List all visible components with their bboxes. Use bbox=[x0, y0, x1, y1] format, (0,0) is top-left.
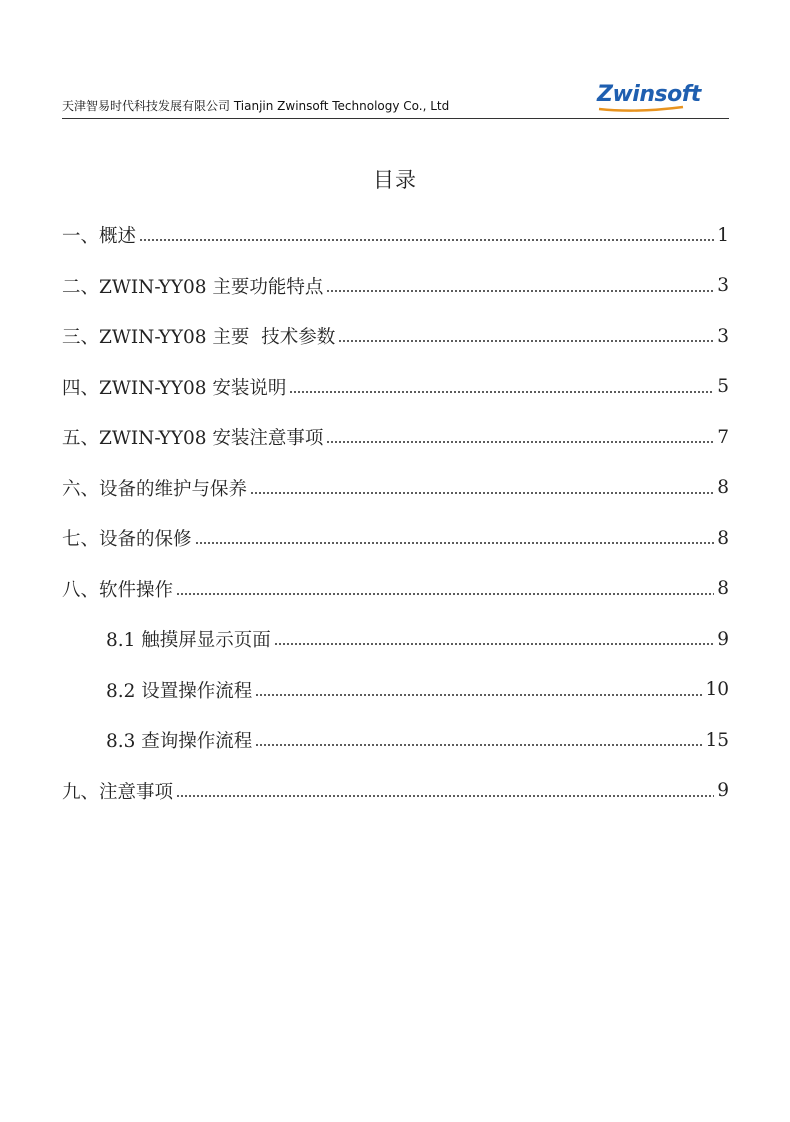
toc-entry-page: 3 bbox=[717, 275, 729, 297]
toc-leader-dots bbox=[255, 694, 702, 696]
toc-leader-dots bbox=[255, 744, 702, 746]
toc-entry[interactable] bbox=[62, 564, 729, 615]
toc-entry-page: 9 bbox=[717, 780, 729, 802]
toc-entry[interactable] bbox=[62, 766, 729, 817]
logo-text: Zwinsoft bbox=[597, 82, 701, 107]
toc-entry-label: 三、ZWIN-YY08 主要 技术参数 bbox=[62, 327, 336, 349]
toc-entry[interactable] bbox=[62, 412, 729, 463]
toc-entry-label: 8.1 触摸屏显示页面 bbox=[106, 630, 271, 652]
toc-subentry[interactable] bbox=[62, 614, 729, 665]
toc-subentry[interactable] bbox=[62, 715, 729, 766]
toc-leader-dots bbox=[176, 795, 714, 797]
toc-leader-dots bbox=[176, 593, 714, 595]
toc-leader-dots bbox=[338, 340, 714, 342]
zwinsoft-logo bbox=[597, 82, 725, 112]
toc-entry-label: 七、设备的保修 bbox=[62, 529, 192, 551]
toc-entry-page: 9 bbox=[717, 628, 729, 650]
toc-subentry[interactable] bbox=[62, 665, 729, 716]
page-title: 目录 bbox=[373, 168, 417, 192]
toc-entry-page: 15 bbox=[705, 729, 729, 751]
toc-entry-label: 四、ZWIN-YY08 安装说明 bbox=[62, 377, 287, 399]
toc-entry[interactable] bbox=[62, 463, 729, 514]
toc-entry-page: 8 bbox=[717, 527, 729, 549]
toc-entry-label: 二、ZWIN-YY08 主要功能特点 bbox=[62, 276, 324, 298]
toc-entry-label: 九、注意事项 bbox=[62, 781, 174, 803]
toc-entry-page: 8 bbox=[717, 578, 729, 600]
toc-leader-dots bbox=[195, 542, 715, 544]
toc-leader-dots bbox=[289, 391, 714, 393]
toc-entry[interactable] bbox=[62, 261, 729, 312]
company-name: 天津智易时代科技发展有限公司 Tianjin Zwinsoft Technology Co., Ltd bbox=[62, 99, 450, 113]
toc-entry-page: 8 bbox=[717, 477, 729, 499]
toc-entry-label: 八、软件操作 bbox=[62, 579, 174, 601]
toc-leader-dots bbox=[274, 643, 714, 645]
logo-swoosh-icon bbox=[597, 82, 725, 112]
toc-leader-dots bbox=[250, 492, 714, 494]
toc-entry-page: 5 bbox=[717, 376, 729, 398]
toc-entry-page: 1 bbox=[717, 224, 729, 246]
table-of-contents bbox=[62, 210, 729, 816]
toc-entry-label: 六、设备的维护与保养 bbox=[62, 478, 248, 500]
toc-leader-dots bbox=[139, 239, 714, 241]
toc-entry[interactable] bbox=[62, 513, 729, 564]
toc-entry[interactable] bbox=[62, 210, 729, 261]
toc-leader-dots bbox=[326, 441, 714, 443]
toc-entry-label: 五、ZWIN-YY08 安装注意事项 bbox=[62, 428, 324, 450]
toc-entry-page: 3 bbox=[717, 325, 729, 347]
toc-leader-dots bbox=[326, 290, 714, 292]
toc-entry-label: 8.3 查询操作流程 bbox=[106, 731, 253, 753]
toc-entry-label: 8.2 设置操作流程 bbox=[106, 680, 253, 702]
toc-entry[interactable] bbox=[62, 362, 729, 413]
toc-entry[interactable] bbox=[62, 311, 729, 362]
toc-entry-label: 一、概述 bbox=[62, 226, 137, 248]
toc-entry-page: 10 bbox=[705, 679, 729, 701]
page-header bbox=[62, 80, 729, 119]
toc-entry-page: 7 bbox=[717, 426, 729, 448]
